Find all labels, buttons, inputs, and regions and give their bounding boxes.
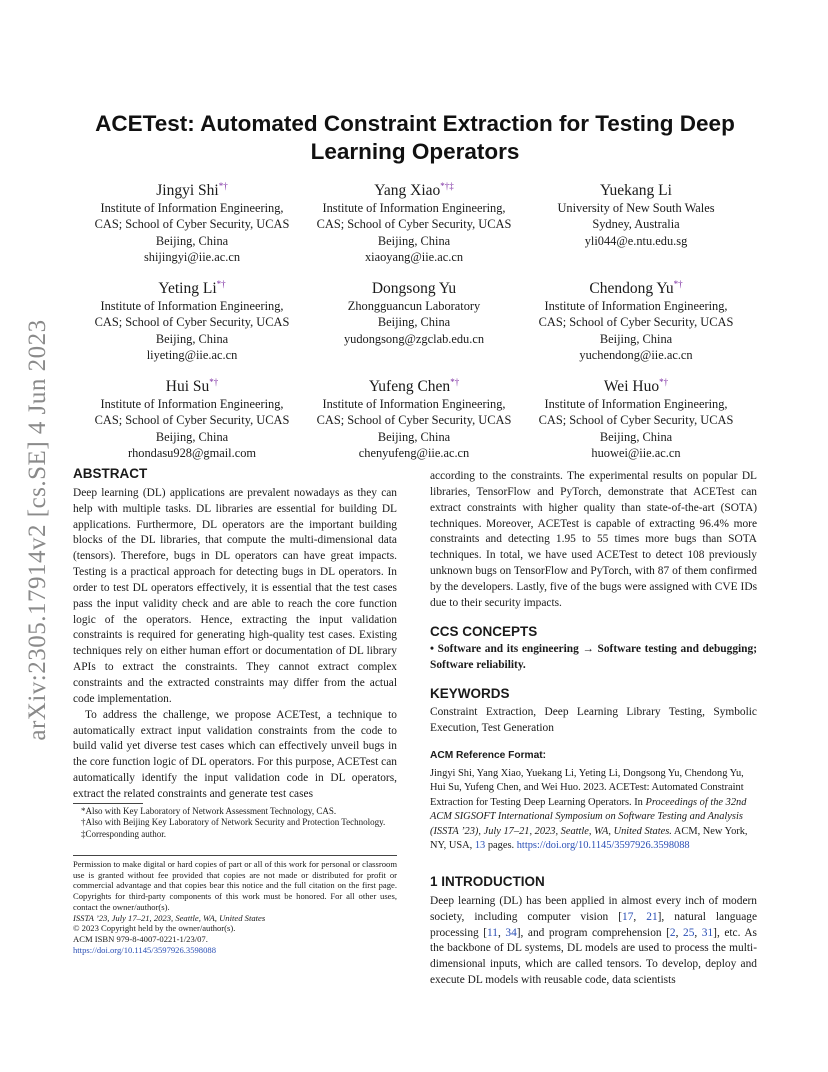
abstract-paragraph-1: Deep learning (DL) applications are prevalent nowadays as they can help with multiple tasks. DL libraries are essential for building DL applications. Furthermore, DL operators are the important building blocks of the DL libraries, that compute the multi-dimensional data (tensors). Therefore, bugs in DL operators can have great impacts. Testing is a practical approach for detecting bugs in DL operators. In order to test DL operators effectively, it is essential that the test cases pass the input validity check and are able to reach the core function logic of the operators. Hence, extracting the input validation constraints is required for generating high-quality test cases. Existing techniques rely on either human effort or documentation of DL library APIs to extract the constraints. They cannot extract complex constraints and the extracted constraints may differ from the actual code implementation. (73, 486, 397, 705)
author-location-line: yudongsong@zgclab.edu.cn (343, 331, 485, 346)
intro-text-2: ], natural language processing [ (430, 910, 757, 939)
author-email: yuchendong@iie.ac.cn (579, 348, 693, 363)
permission-text: Permission to make digital or hard copies of part or all of this work for personal or classroom use is granted without fee provided that copies are not made or distributed for profit or commercial advantage and that copies bear this notice and the full citation on the first page. Copyrights for third-party components of this work must be honored. For all other uses, contact the owner/author(s). (73, 859, 397, 912)
author-affiliation-line: CAS; School of Cyber Security, UCAS (316, 413, 512, 428)
author-location-line: Beijing, China (377, 233, 451, 248)
author-location-line: yli044@e.ntu.edu.sg (584, 233, 688, 248)
arxiv-id: arXiv:2305.17914v2 [cs.SE] 4 Jun 2023 (24, 319, 51, 741)
citation-link[interactable]: 25 (683, 926, 695, 939)
author-affiliation-line: CAS; School of Cyber Security, UCAS (538, 315, 734, 330)
permission-copyright: © 2023 Copyright held by the owner/author(s). (73, 923, 236, 934)
author-location-line: Beijing, China (599, 429, 673, 444)
author-name (304, 373, 524, 396)
author-affiliation-line: Sydney, Australia (592, 217, 680, 232)
author-card (304, 177, 524, 265)
author-location-line: Beijing, China (377, 429, 451, 444)
arxiv-sidebar-stamp (18, 300, 58, 760)
affiliation-marks: *† (659, 377, 669, 387)
author-name (526, 373, 746, 396)
affiliation-marks: *† (218, 181, 228, 191)
permission-venue: ISSTA ’23, July 17–21, 2023, Seattle, WA, United States (73, 912, 266, 923)
author-affiliation-line: Zhongguancun Laboratory (347, 299, 481, 314)
author-affiliation-line: Institute of Information Engineering, (544, 299, 728, 314)
author-affiliation-line: CAS; School of Cyber Security, UCAS (94, 217, 290, 232)
ccs-concepts: • Software and its engineering → Software testing and debugging; Software reliability. (430, 643, 757, 672)
introduction-paragraph: Deep learning (DL) has been applied in almost every inch of modern society, including computer vision [17, 21], natural language processing [11, 34], and program comprehension [2, 25, 31], etc. As the backbone of DL systems, DL models are used to process the multi-dimensional inputs, which are called tensors. To develop, deploy and execute DL models with reusable code, data scientists (430, 894, 757, 987)
footnote-2: †Also with Beijing Key Laboratory of Network Security and Protection Technology. (81, 817, 386, 828)
author-location-line: Beijing, China (599, 331, 673, 346)
acm-ref-text (430, 767, 757, 855)
author-affiliation-line: Institute of Information Engineering, (100, 201, 284, 216)
permission-isbn: ACM ISBN 979-8-4007-0221-1/23/07. (73, 933, 208, 944)
author-card (304, 275, 524, 347)
citation-link[interactable]: 17 (622, 910, 634, 923)
author-card (526, 275, 746, 363)
author-email: rhondasu928@gmail.com (127, 446, 257, 461)
intro-text-3: ], and program comprehension [ (516, 926, 670, 939)
abstract-paragraph-3: according to the constraints. The experimental results on popular DL libraries, TensorFlow and PyTorch, demonstrate that ACETest can extract constraints with higher quality than state-of-the-art (SOTA) techniques. Moreover, ACETest is capable of extracting 96.4% more constraints and detecting 1.95 to 55 times more bugs than SOTA techniques. In total, we have used ACETest to detect 108 previously unknown bugs on TensorFlow and PyTorch, with 87 of them confirmed by the developers. Lastly, five of the bugs were assigned with CVE IDs due to their security impacts. (430, 470, 757, 609)
acm-ref-heading: ACM Reference Format: (430, 749, 547, 761)
acm-ref-pages-link[interactable]: 13 (474, 840, 486, 852)
author-affiliation-line: Institute of Information Engineering, (322, 397, 506, 412)
author-email: xiaoyang@iie.ac.cn (364, 250, 464, 265)
author-name-text: Hui Su (165, 378, 210, 396)
author-name-text: Yuekang Li (600, 182, 672, 200)
abstract-heading: ABSTRACT (73, 466, 148, 481)
footnote-rule (73, 803, 143, 804)
footnotes (73, 806, 397, 840)
left-column (73, 466, 397, 803)
affiliation-marks: *† (673, 279, 683, 289)
author-name-text: Chendong Yu (589, 280, 674, 298)
author-affiliation-line: CAS; School of Cyber Security, UCAS (94, 413, 290, 428)
author-affiliation-line: Institute of Information Engineering, (100, 397, 284, 412)
author-affiliation-line: Institute of Information Engineering, (322, 201, 506, 216)
author-name (82, 177, 302, 200)
permission-doi-link[interactable]: https://doi.org/10.1145/3597926.3598088 (73, 944, 216, 955)
author-email: liyeting@iie.ac.cn (146, 348, 238, 363)
author-name-text: Jingyi Shi (156, 182, 219, 200)
keywords-heading: KEYWORDS (430, 686, 510, 702)
intro-text-1: Deep learning (DL) has been applied in almost every inch of modern society, including computer vision [ (430, 894, 757, 923)
author-affiliation-line: Beijing, China (377, 315, 451, 330)
permission-block (73, 859, 397, 955)
keywords-text: Constraint Extraction, Deep Learning Library Testing, Symbolic Execution, Test Generation (430, 705, 757, 734)
author-location-line: Beijing, China (155, 331, 229, 346)
author-card (526, 373, 746, 461)
introduction-heading: 1 INTRODUCTION (430, 874, 545, 890)
author-card (82, 177, 302, 265)
author-email: huowei@iie.ac.cn (591, 446, 681, 461)
abstract-paragraph-2: To address the challenge, we propose ACETest, a technique to automatically extract input validation constraints from the code to build valid yet diverse test cases which can effectively unveil bugs in the core function logic of DL operators. For this purpose, ACETest can automatically identify the input validation code in DL operators, extract the related constraints and generate test cases (73, 708, 397, 800)
author-email: chenyufeng@iie.ac.cn (358, 446, 470, 461)
author-name (304, 177, 524, 200)
citation-link[interactable]: 11 (487, 926, 498, 939)
author-name (526, 177, 746, 200)
author-card (304, 373, 524, 461)
author-affiliation-line: Institute of Information Engineering, (100, 299, 284, 314)
author-name (82, 373, 302, 396)
author-name-text: Yang Xiao (374, 182, 441, 200)
author-name (526, 275, 746, 298)
affiliation-marks: *† (216, 279, 226, 289)
author-name-text: Dongsong Yu (371, 280, 457, 298)
citation-link[interactable]: 21 (646, 910, 658, 923)
right-column (430, 469, 757, 989)
acm-ref-authors: Jingyi Shi, Yang Xiao, Yuekang Li, Yeting Li, Dongsong Yu, Chendong Yu, Hui Su, Yufeng Chen, and Wei Huo. 2023. ACETest: Automated Constraint Extraction for Testing Deep Learning Operators. In (430, 767, 744, 808)
citation-link[interactable]: 34 (505, 926, 517, 939)
affiliation-marks: *† (450, 377, 460, 387)
intro-text-4: ], etc. As the backbone of DL systems, DL models are used to process the multi-dimensional inputs, which are called tensors. To develop, deploy and execute DL models with reusable code, data scientists (430, 926, 757, 987)
author-affiliation-line: CAS; School of Cyber Security, UCAS (538, 413, 734, 428)
author-card (82, 373, 302, 461)
author-card (82, 275, 302, 363)
author-name-text: Yeting Li (158, 280, 217, 298)
author-email: shijingyi@iie.ac.cn (143, 250, 241, 265)
author-card (526, 177, 746, 249)
acm-ref-pages-word: pages. (487, 840, 515, 852)
author-name (82, 275, 302, 298)
footnote-1: *Also with Key Laboratory of Network Assessment Technology, CAS. (81, 806, 337, 816)
author-location-line: Beijing, China (155, 233, 229, 248)
paper-title: ACETest: Automated Constraint Extraction for Testing Deep Learning Operators (95, 111, 735, 164)
footnote-3: ‡Corresponding author. (81, 828, 166, 839)
author-name-text: Yufeng Chen (368, 378, 451, 396)
author-name-text: Wei Huo (603, 378, 660, 396)
permission-rule (73, 855, 397, 856)
citation-link[interactable]: 2 (669, 926, 676, 939)
author-affiliation-line: CAS; School of Cyber Security, UCAS (316, 217, 512, 232)
citation-link[interactable]: 31 (701, 926, 714, 939)
acm-ref-venue: Proceedings of the 32nd ACM SIGSOFT International Symposium on Software Testing and Analysis (ISSTA ’23), July 17–21, 2023, Seattle, WA, United States. (430, 796, 747, 837)
acm-ref-publisher: ACM, New York, NY, USA, (430, 825, 748, 852)
acm-ref-doi-link[interactable]: https://doi.org/10.1145/3597926.3598088 (516, 840, 690, 852)
affiliation-marks: *†‡ (440, 181, 454, 191)
author-affiliation-line: CAS; School of Cyber Security, UCAS (94, 315, 290, 330)
author-location-line: Beijing, China (155, 429, 229, 444)
affiliation-marks: *† (209, 377, 219, 387)
ccs-heading: CCS CONCEPTS (430, 623, 538, 639)
author-affiliation-line: University of New South Wales (557, 201, 715, 216)
author-name (304, 275, 524, 298)
author-affiliation-line: Institute of Information Engineering, (544, 397, 728, 412)
